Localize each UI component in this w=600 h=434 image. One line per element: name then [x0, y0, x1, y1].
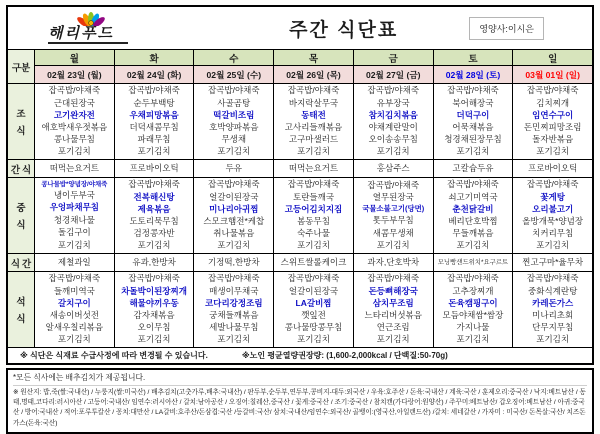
date-cell: 02월 26일 (목)	[274, 66, 354, 83]
menu-cell-morning-snack	[194, 160, 274, 177]
menu-item: 잡곡밥/야채죽	[128, 85, 180, 96]
menu-item: 잡곡밥/야채죽	[207, 273, 260, 284]
date-cell: 03월 01일 (일)	[525, 69, 580, 80]
menu-item: 잡곡밥/야채죽	[128, 179, 180, 190]
origin-note: ※ 원산지: 밥,죽(쌀:국내산) / 누룽지(쌀:미국산) / 배추김치(고춧가루,배추:국내산) / 판두부,순두부,연두부,콩비지-대두:외국산 / 우육:호주산 / 돈육:국내산 / 계육:국산 / 훈제오리:중국산 / 낙지:베트남산 / 동태,명태,코다리:러시아산 / 고등어:국내산/ 임연수:러시아산 / 갈치:남아공산 / 오징어:칠레산,중국산 / 꽃게:중국산 / 조기:중국산 / 참치캔(가다랑어:원양산) / 주꾸미:베트남산/ 갑오징어:베트남산 / 아귀:중국산 / 방어:국내산 / 적어:포루투칼산 / 꽁치:대만산 / LA갈비:호주산/돈삼겹:국산 /등갈비:국산/ 삼치:국내산/임연수:외국산/ 골뱅이:(영국산,아일랜드산) /갈치: 세네갈산 / 가자미 : 미국산/ 돈목살:국산/ 치즈돈가스(돈육:국산)	[13, 389, 586, 427]
menu-item: 느타리버섯볶음	[364, 309, 422, 320]
menu-item: 제철과일	[57, 256, 91, 267]
menu-item: 잡곡밥/야채죽	[526, 179, 579, 190]
menu-cell-morning-snack	[434, 160, 514, 177]
menu-item-highlight: 삼치무조림	[372, 297, 414, 308]
menu-item: 감자채볶음	[133, 309, 175, 320]
menu-item: 연근조림	[376, 322, 410, 333]
meal-label-char: 식	[16, 126, 26, 137]
meal-label-char: 조	[16, 109, 26, 120]
menu-item: 토란들깨국	[292, 191, 335, 202]
meal-row-dinner	[8, 272, 592, 348]
menu-cell-lunch	[115, 178, 195, 253]
menu-item-highlight: 갈치구이	[57, 297, 91, 308]
menu-cell-afternoon-snack	[513, 254, 592, 271]
menu-item: 포기김치	[137, 146, 171, 157]
menu-cell-breakfast	[354, 84, 434, 159]
date-cell: 02월 24일 (화)	[115, 66, 195, 83]
menu-item: 포기김치	[137, 334, 171, 345]
menu-cell-breakfast	[35, 84, 115, 159]
menu-item-highlight: 카레돈가스	[532, 297, 574, 308]
menu-item: 스모크햄전*케찹	[203, 215, 265, 226]
menu-item: 오이무침	[137, 322, 171, 333]
menu-item: 모닝빵샌드위치*요구르트	[437, 258, 509, 266]
menu-cell-dinner	[35, 272, 115, 347]
menu-item: 북어해장국	[452, 97, 494, 108]
menu-item: 두유	[225, 162, 243, 173]
menu-cell-morning-snack	[513, 160, 592, 177]
day-header-cell: 목	[274, 50, 354, 65]
meal-row-morning-snack	[8, 160, 592, 178]
header-right	[35, 50, 592, 83]
meal-label-char: 식	[22, 164, 32, 176]
menu-item: 얼갈이된장국	[209, 191, 259, 202]
menu-item: 고사리들깨볶음	[284, 121, 343, 132]
calorie-guideline-note: ※노인 평균열량권장량: (1,600-2,000kcal / 단백질:50-70g)	[241, 351, 448, 360]
menu-cell-breakfast	[513, 84, 592, 159]
menu-cell-lunch	[194, 178, 274, 253]
menu-item: 들깨미역국	[53, 285, 95, 296]
date-cell: 02월 27일 (금)	[354, 66, 434, 83]
menu-item: 포기김치	[217, 334, 251, 345]
day-header-cell: 월	[35, 50, 115, 65]
logo-text: 해리푸드	[48, 26, 128, 44]
day-header-cell: 토	[434, 50, 514, 65]
menu-cell-morning-snack	[35, 160, 115, 177]
menu-item: 포기김치	[57, 334, 91, 345]
menu-item: 포기김치	[536, 146, 570, 157]
menu-item-highlight: 콩나물밥*양념장/야채죽	[41, 180, 108, 188]
menu-item: 포기김치	[297, 146, 330, 157]
menu-item: 베리단호박찜	[448, 215, 498, 226]
menu-item-highlight: 고기완자전	[53, 109, 95, 120]
menu-item: 포기김치	[217, 146, 251, 157]
menu-item: 고추장찌개	[452, 285, 494, 296]
meal-label-afternoon-snack	[8, 254, 35, 271]
menu-item: 쇠고기미역국	[448, 191, 498, 202]
menu-item: 콩나물땅콩무침	[284, 322, 343, 333]
date-cell: 02월 23일 (월)	[35, 66, 115, 83]
menu-cell-lunch	[274, 178, 354, 253]
menu-item: 사골곰탕	[217, 97, 251, 108]
day-header-row	[35, 50, 592, 66]
menu-item: 새콤무생채	[372, 227, 414, 238]
menu-item-highlight: LA갈비찜	[295, 297, 332, 308]
menu-item: 냉이두부국	[53, 189, 95, 200]
menu-item-highlight: 돈등뼈해장국	[368, 285, 418, 296]
menu-item: 포기김치	[57, 146, 91, 157]
menu-item: 포기김치	[536, 240, 570, 251]
menu-item: 포기김치	[57, 240, 91, 251]
meal-label-char: 식	[16, 220, 26, 231]
menu-item: 잡곡밥/야채죽	[526, 273, 579, 284]
meal-row-breakfast	[8, 84, 592, 160]
header-band	[8, 7, 592, 50]
menu-change-note: ※ 식단은 식재료 수급사정에 따라 변경될 수 있습니다.	[20, 351, 208, 360]
menu-item: 바지락살무국	[288, 97, 339, 108]
menu-cell-dinner	[115, 272, 195, 347]
meal-label-char: 식	[10, 258, 20, 270]
menu-item: 애호박새우젓볶음	[41, 121, 108, 132]
meal-label-char: 간	[10, 164, 20, 176]
menu-item: 콩나물무침	[53, 134, 95, 145]
menu-item: 무생채	[221, 134, 247, 145]
menu-item: 더덕새콤무침	[129, 121, 179, 132]
menu-item-highlight: 참치김치볶음	[368, 109, 418, 120]
menu-item-highlight: 춘천닭갈비	[452, 203, 494, 214]
menu-item: 과자,단호박차	[367, 256, 420, 267]
day-header-cell: 일	[548, 53, 558, 65]
menu-item: 단무지무침	[532, 322, 574, 333]
menu-item-highlight: 전복해신탕	[133, 191, 175, 202]
menu-item: 잡곡밥/야채죽	[287, 85, 340, 96]
meal-rows	[8, 84, 592, 348]
menu-item: 톳두부무침	[372, 215, 414, 226]
date-header-row	[35, 66, 592, 83]
menu-item: 잡곡밥/야채죽	[48, 273, 101, 284]
menu-item: 봄동무침	[297, 215, 330, 226]
menu-item: 포기김치	[217, 240, 251, 251]
menu-item-highlight: 임연수구이	[532, 109, 574, 120]
menu-item: 가지나물	[456, 322, 490, 333]
menu-item-highlight: 꽃게탕	[540, 191, 565, 202]
menu-item: 호박양파볶음	[209, 121, 259, 132]
meal-label-char: 중	[16, 203, 26, 214]
menu-item: 프로바이오틱	[129, 162, 179, 173]
menu-item: 잡곡밥/야채죽	[367, 179, 420, 190]
menu-cell-morning-snack	[115, 160, 195, 177]
menu-item: 포기김치	[297, 240, 330, 251]
menu-cell-afternoon-snack	[194, 254, 274, 271]
menu-item: 포기김치	[456, 146, 490, 157]
menu-item: 포기김치	[456, 334, 490, 345]
menu-item-highlight: 돈육캠핑구이	[448, 297, 498, 308]
menu-item: 도토리묵무침	[129, 215, 179, 226]
meal-label-breakfast	[8, 84, 35, 159]
page-title: 주간 식단표	[289, 19, 399, 41]
date-cell: 02월 25일 (수)	[194, 66, 274, 83]
table-header	[8, 50, 592, 84]
menu-item: 세발나물무침	[209, 322, 259, 333]
kimchi-note: *모든 식사에는 배추김치가 제공됩니다.	[13, 372, 587, 386]
menu-item-highlight: 더덕구이	[456, 109, 490, 120]
menu-item: 포기김치	[376, 146, 410, 157]
menu-item: 청경채된장무침	[444, 134, 502, 145]
menu-cell-afternoon-snack	[354, 254, 434, 271]
menu-item: 잡곡밥/야채죽	[128, 273, 180, 284]
menu-item: 돌김구이	[57, 227, 91, 238]
menu-cell-breakfast	[434, 84, 514, 159]
menu-item-highlight: 코다리강정조림	[205, 297, 263, 308]
menu-item: 유부장국	[376, 97, 410, 108]
menu-cell-dinner	[354, 272, 434, 347]
menu-cell-afternoon-snack	[274, 254, 354, 271]
menu-item-highlight: 고등어김치지짐	[284, 203, 343, 214]
meal-plan-table	[6, 5, 594, 365]
menu-item: 잡곡밥/야채죽	[287, 273, 340, 284]
menu-item: 치커리무침	[532, 228, 574, 239]
menu-item: 매생이무채국	[209, 285, 259, 296]
menu-item: 청경채나물	[53, 214, 95, 225]
meal-label-char: 간	[22, 258, 32, 270]
menu-cell-morning-snack	[274, 160, 354, 177]
menu-item-highlight: 제육볶음	[137, 203, 171, 214]
menu-item: 얼갈이된장국	[288, 285, 339, 296]
menu-item: 잡곡밥/야채죽	[447, 273, 499, 284]
menu-item: 모듬야채쌈*쌈장	[442, 309, 504, 320]
menu-item: 고구마샐러드	[288, 134, 339, 145]
meal-label-char: 석	[16, 297, 26, 308]
menu-item: 새송이버섯전	[49, 309, 99, 320]
corner-label: 구분	[8, 50, 35, 83]
menu-item: 중화식계란탕	[528, 285, 578, 296]
menu-item: 숙주나물	[297, 228, 330, 239]
day-header-cell: 금	[354, 50, 434, 65]
menu-item: 잡곡밥/야채죽	[367, 273, 420, 284]
menu-item: 열무된장국	[372, 191, 414, 202]
menu-item: 포기김치	[137, 240, 171, 251]
menu-item: 미나리초회	[532, 309, 574, 320]
menu-item: 근대된장국	[53, 97, 95, 108]
menu-cell-dinner	[274, 272, 354, 347]
day-header-cell: 화	[115, 50, 195, 65]
menu-item: 포기김치	[297, 334, 330, 345]
menu-item: 검정콩자반	[133, 228, 175, 239]
menu-item-highlight: 우엉파채무침	[49, 202, 99, 213]
date-cell: 02월 28일 (토)	[434, 66, 514, 83]
meal-row-lunch	[8, 178, 592, 254]
menu-item: 오이송송무침	[368, 134, 418, 145]
table-note-row	[8, 348, 592, 363]
menu-item: 고칼슘두유	[452, 162, 494, 173]
menu-cell-breakfast	[115, 84, 195, 159]
menu-item-highlight: 동태전	[301, 109, 326, 120]
menu-item: 올방개묵*양념장	[522, 215, 584, 226]
menu-item-highlight: 해물야끼우동	[129, 297, 179, 308]
menu-item: 잡곡밥/야채죽	[48, 85, 101, 96]
menu-cell-lunch	[434, 178, 514, 253]
menu-item-highlight: 오리불고기	[532, 203, 574, 214]
menu-item: 잡곡밥/야채죽	[447, 85, 499, 96]
menu-item: 돌자반볶음	[532, 134, 574, 145]
menu-item: 포기김치	[456, 240, 490, 251]
menu-item: 순두부백탕	[133, 97, 175, 108]
dietitian-badge: 영양사:이시은	[469, 17, 544, 40]
menu-cell-lunch	[35, 178, 115, 253]
menu-item: 깻잎전	[301, 309, 326, 320]
meal-label-char: 식	[16, 314, 26, 325]
menu-item: 프로바이오틱	[528, 162, 578, 173]
menu-item: 무들깨볶음	[452, 228, 494, 239]
menu-item: 스위트쌀롤케이크	[280, 256, 347, 267]
menu-item: 잡곡밥/야채죽	[367, 85, 420, 96]
menu-item: 잡곡밥/야채죽	[287, 179, 340, 190]
menu-item-highlight: 우채피망볶음	[129, 109, 179, 120]
meal-label-morning-snack	[8, 160, 35, 177]
menu-cell-breakfast	[274, 84, 354, 159]
menu-cell-afternoon-snack	[35, 254, 115, 271]
menu-item: 떠먹는요거트	[49, 162, 99, 173]
meal-label-dinner	[8, 272, 35, 347]
menu-item-highlight: 차돌박이된장찌개	[121, 285, 187, 296]
meal-label-lunch	[8, 178, 35, 253]
menu-item: 파래무침	[137, 134, 171, 145]
menu-item: 잡곡밥/야채죽	[207, 179, 260, 190]
meal-plan-sheet	[6, 5, 594, 434]
menu-item-highlight: 미나리아귀찜	[209, 203, 259, 214]
meal-row-afternoon-snack	[8, 254, 592, 272]
menu-item: 김치찌개	[536, 97, 570, 108]
menu-item: 떠먹는요거트	[288, 162, 339, 173]
menu-item: 돈민찌피망조림	[523, 121, 582, 132]
menu-item: 궁채들깨볶음	[209, 309, 259, 320]
menu-item: 기정떡,한방차	[207, 256, 260, 267]
menu-cell-dinner	[513, 272, 592, 347]
menu-cell-morning-snack	[354, 160, 434, 177]
menu-item: 잡곡밥/야채죽	[526, 85, 579, 96]
menu-cell-afternoon-snack	[434, 254, 514, 271]
menu-item: 야채계란말이	[368, 121, 418, 132]
menu-item: 유과,한방차	[132, 256, 176, 267]
menu-item: 포기김치	[376, 334, 410, 345]
menu-item: 홍삼주스	[376, 162, 410, 173]
menu-item: 찐고구마*율무차	[522, 256, 584, 267]
menu-cell-dinner	[434, 272, 514, 347]
logo	[8, 12, 218, 44]
menu-item: 포기김치	[536, 334, 570, 345]
menu-cell-afternoon-snack	[115, 254, 195, 271]
day-header-cell: 수	[194, 50, 274, 65]
menu-cell-dinner	[194, 272, 274, 347]
menu-item: 포기김치	[376, 240, 410, 251]
menu-item-highlight: 떡갈비조림	[213, 109, 255, 120]
menu-item: 알새우칠리볶음	[45, 322, 104, 333]
menu-item: 어묵채볶음	[452, 121, 494, 132]
menu-cell-lunch	[513, 178, 592, 253]
menu-item: 취나물볶음	[213, 228, 255, 239]
menu-cell-lunch	[354, 178, 434, 253]
menu-item: 잡곡밥/야채죽	[207, 85, 260, 96]
menu-item: 잡곡밥/야채죽	[447, 179, 499, 190]
menu-item-highlight: 국물소불고기(당면)	[362, 204, 425, 214]
menu-cell-breakfast	[194, 84, 274, 159]
